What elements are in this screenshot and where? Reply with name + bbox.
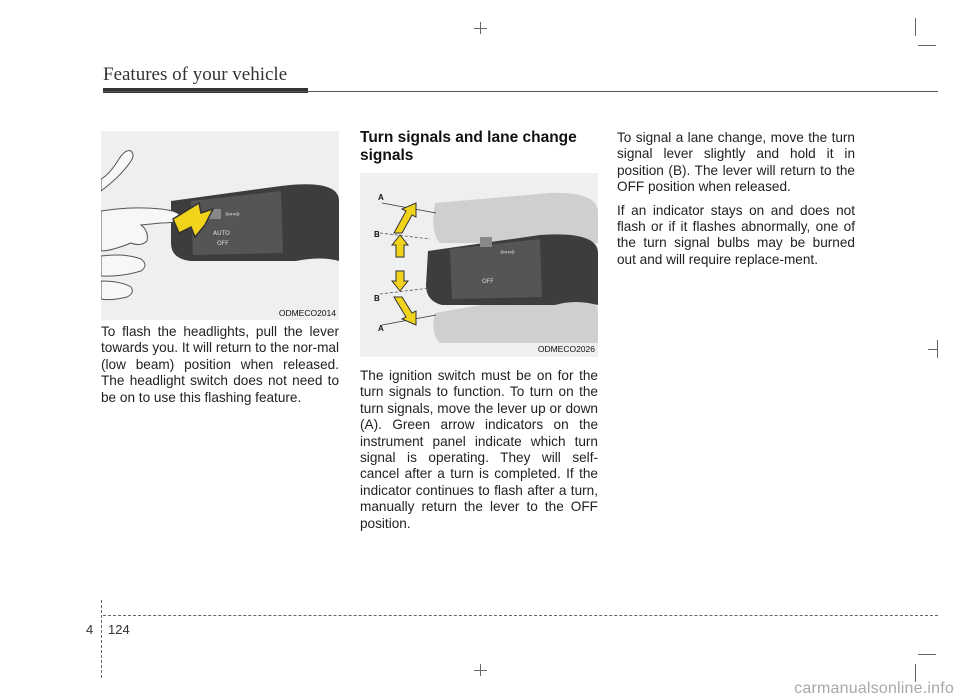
column-1 [101, 324, 339, 413]
figure-caption: ODMECO2014 [278, 308, 336, 318]
label-a-top: A [378, 193, 384, 202]
footer-rule [103, 615, 938, 616]
crop-mark-bottom [474, 670, 487, 671]
watermark-link[interactable]: carmanualsonline.info [794, 680, 954, 697]
svg-text:⇦⇨: ⇦⇨ [225, 210, 241, 220]
header-rule [103, 91, 938, 92]
page-number: 124 [108, 622, 130, 637]
crop-mark-right-top [915, 18, 916, 36]
svg-text:OFF: OFF [217, 240, 229, 247]
figure-caption: ODMECO2026 [537, 344, 595, 354]
page-header-title: Features of your vehicle [103, 64, 288, 85]
turn-signal-illustration [360, 173, 598, 357]
svg-text:⇦⇨: ⇦⇨ [500, 248, 516, 258]
crop-mark-right-top [918, 45, 936, 46]
label-b-bottom: B [374, 294, 380, 303]
svg-text:AUTO: AUTO [213, 230, 230, 237]
body-paragraph: To flash the headlights, pull the lever towards you. It will return to the nor-mal (low beam) position when released. The headlight switch does not need to be on to use this flashing feature. [101, 324, 339, 405]
crop-mark-right [928, 349, 938, 350]
column-3 [617, 130, 855, 275]
crop-mark-right-bottom [918, 654, 936, 655]
crop-mark-top [474, 28, 487, 29]
figure-turn-signals [360, 173, 598, 357]
column-2 [360, 368, 598, 539]
body-paragraph: If an indicator stays on and does not flash or if it flashes abnormally, one of the turn signal bulbs may be burned out and will require replace-ment. [617, 202, 855, 267]
label-b-top: B [374, 230, 380, 239]
chapter-number: 4 [86, 622, 94, 637]
svg-text:OFF: OFF [482, 278, 494, 285]
footer-divider [101, 600, 102, 678]
headlight-flash-illustration [101, 131, 339, 320]
label-a-bottom: A [378, 324, 384, 333]
figure-flash-headlights [101, 131, 339, 320]
body-paragraph: The ignition switch must be on for the turn signals to function. To turn on the turn signals, move the lever up or down (A). Green arrow indicators on the instrument panel indicate which turn signal is operating. They will self-cancel after a turn is completed. If the indicator continues to flash after a turn, manually return the lever to the OFF position. [360, 368, 598, 531]
section-heading: Turn signals and lane change signals [360, 129, 577, 164]
body-paragraph: To signal a lane change, move the turn signal lever slightly and hold it in position (B). The lever will return to the OFF position when released. [617, 130, 855, 195]
